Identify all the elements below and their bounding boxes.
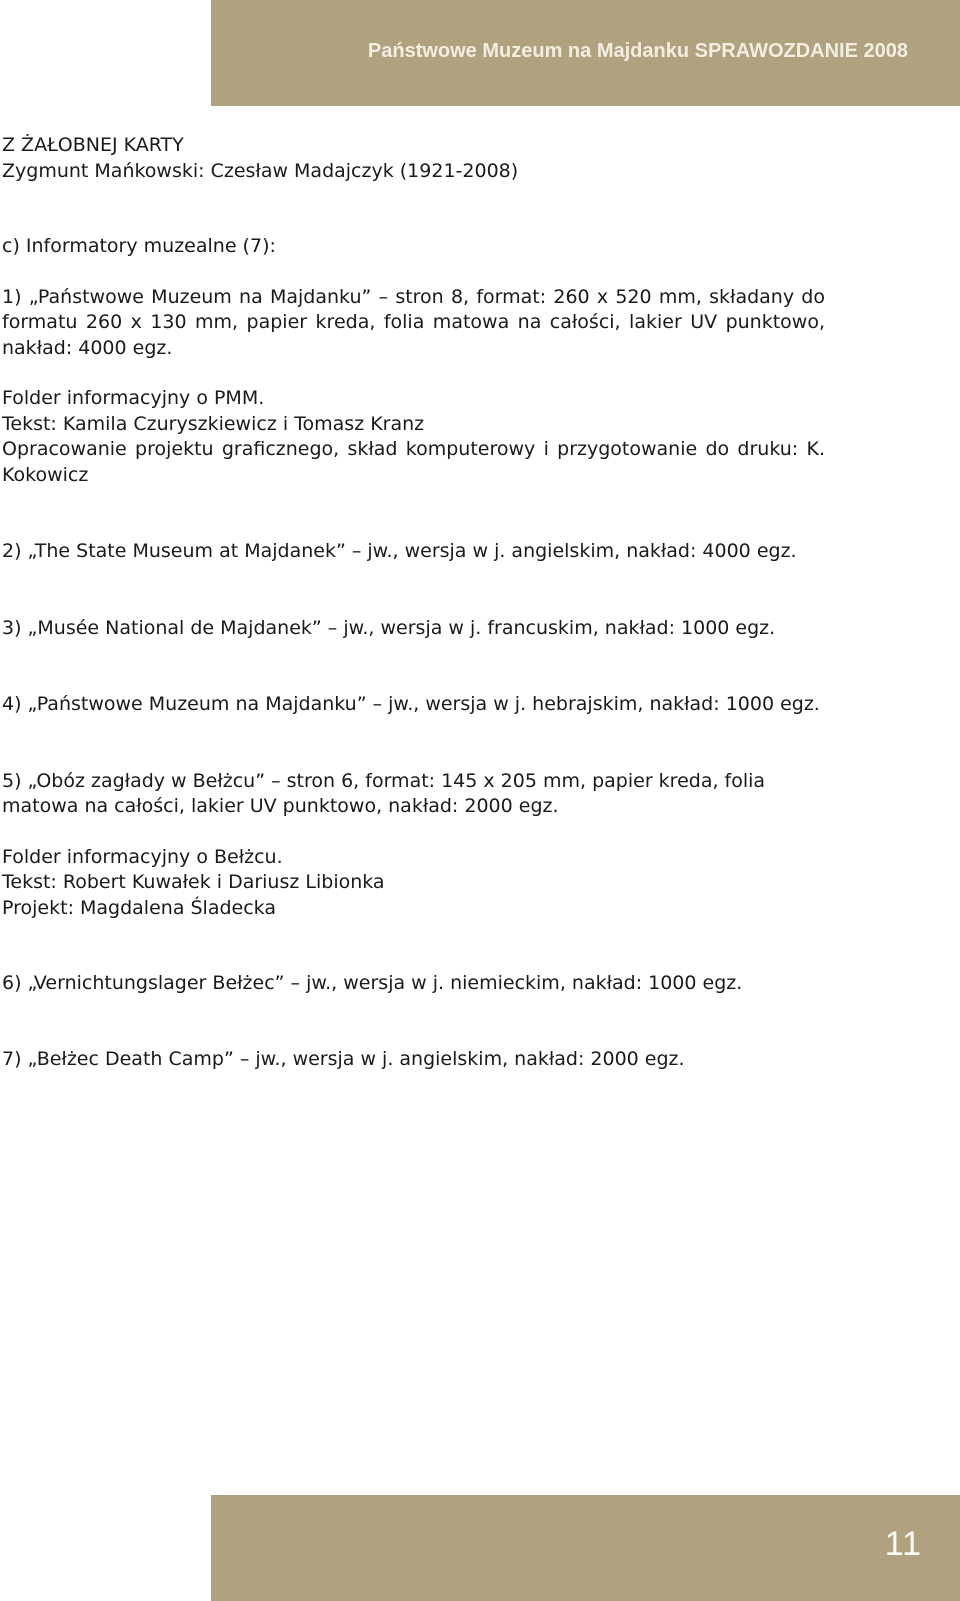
report-header-title: Państwowe Muzeum na Majdanku SPRAWOZDANIE 2008: [367, 40, 908, 62]
header-band: [211, 0, 960, 106]
list-item-5-project: Projekt: Magdalena Śladecka: [2, 896, 276, 919]
footer-band: [211, 1495, 960, 1601]
list-item-1: 1) „Państwowe Muzeum na Majdanku” – stron 8, format: 260 x 520 mm, składany do formatu 260 x 130 mm, papier kreda, folia matowa na całości, lakier UV punktowo, nakład: 4000 egz.: [2, 285, 825, 359]
obituary-entry: Zygmunt Mańkowski: Czesław Madajczyk (1921-2008): [2, 159, 519, 182]
list-item-1-folder: Folder informacyjny o PMM.: [2, 387, 265, 409]
list-item-5-folder: Folder informacyjny o Bełżcu.: [2, 845, 283, 868]
page-number: 11: [884, 1525, 922, 1563]
list-item-7: 7) „Bełżec Death Camp” – jw., wersja w j. angielskim, nakład: 2000 egz.: [2, 1047, 685, 1070]
list-item-5: 5) „Obóz zagłady w Bełżcu” – stron 6, format: 145 x 205 mm, papier kreda, folia matowa na całości, lakier UV punktowo, nakład: 2000 egz.: [2, 769, 766, 817]
list-item-1-design: Opracowanie projektu graficznego, skład komputerowy i przygotowanie do druku: K. Kokowicz: [2, 438, 825, 486]
section-heading: c) Informatory muzealne (7):: [2, 235, 276, 257]
list-item-5-text: Tekst: Robert Kuwałek i Dariusz Libionka: [2, 871, 385, 893]
list-item-4: 4) „Państwowe Muzeum na Majdanku” – jw., wersja w j. hebrajskim, nakład: 1000 egz.: [2, 693, 820, 715]
obituary-heading: Z ŻAŁOBNEJ KARTY: [2, 134, 184, 156]
list-item-1-text: Tekst: Kamila Czuryszkiewicz i Tomasz Kranz: [2, 412, 425, 435]
list-item-6: 6) „Vernichtungslager Bełżec” – jw., wersja w j. niemieckim, nakład: 1000 egz.: [2, 972, 743, 994]
list-item-3: 3) „Musée National de Majdanek” – jw., wersja w j. francuskim, nakład: 1000 egz.: [2, 616, 776, 639]
document-body: [2, 133, 825, 1072]
list-item-2: 2) „The State Museum at Majdanek” – jw., wersja w j. angielskim, nakład: 4000 egz.: [2, 540, 797, 562]
